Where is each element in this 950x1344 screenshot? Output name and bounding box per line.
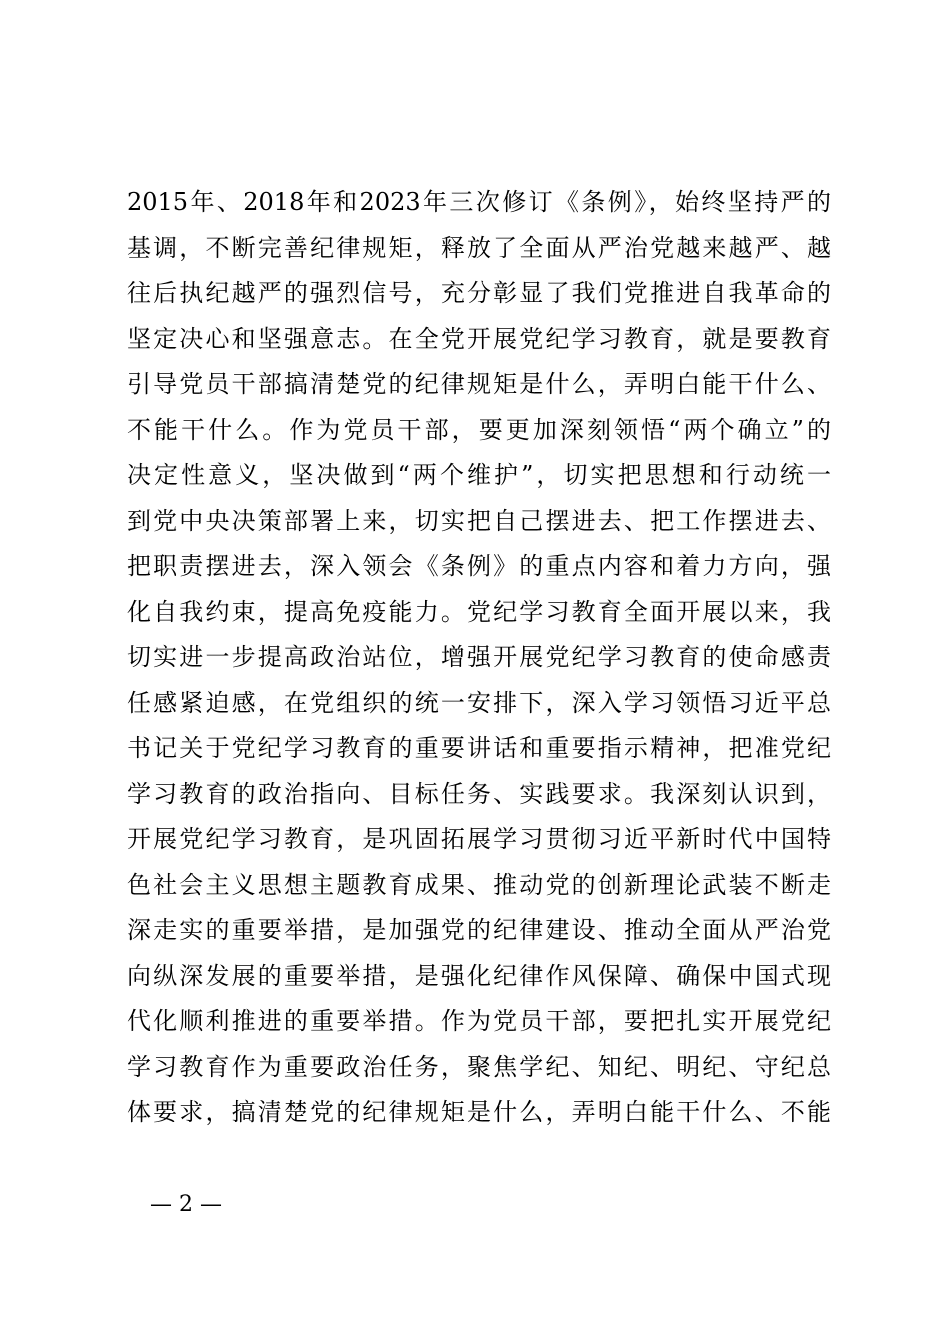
text-line-21: 体要求，搞清楚党的纪律规矩是什么，弄明白能干什么、不能 xyxy=(127,1098,831,1126)
text-line-19: 代化顺利推进的重要举措。作为党员干部，要把扎实开展党纪 xyxy=(127,1007,831,1035)
text-line-14: 学习教育的政治指向、目标任务、实践要求。我深刻认识到， xyxy=(127,779,831,808)
text-line-4: 坚定决心和坚强意志。在全党开展党纪学习教育，就是要教育 xyxy=(127,324,831,353)
text-line-18: 向纵深发展的重要举措，是强化纪律作风保障、确保中国式现 xyxy=(127,961,831,990)
body-text xyxy=(127,180,831,1136)
text-line-17: 深走实的重要举措，是加强党的纪律建设、推动全面从严治党 xyxy=(127,916,831,944)
text-line-20: 学习教育作为重要政治任务，聚焦学纪、知纪、明纪、守纪总 xyxy=(127,1052,831,1081)
text-line-3: 往后执纪越严的强烈信号，充分彰显了我们党推进自我革命的 xyxy=(127,279,831,307)
text-line-7: 决定性意义，坚决做到“两个维护”，切实把思想和行动统一 xyxy=(127,461,831,489)
text-line-12: 任感紧迫感，在党组织的统一安排下，深入学习领悟习近平总 xyxy=(127,688,831,717)
text-line-11: 切实进一步提高政治站位，增强开展党纪学习教育的使命感责 xyxy=(127,643,831,671)
text-line-16: 色社会主义思想主题教育成果、推动党的创新理论武装不断走 xyxy=(127,870,831,899)
text-line-2: 基调，不断完善纪律规矩，释放了全面从严治党越来越严、越 xyxy=(127,233,831,262)
text-line-1: 2015年、2018年和2023年三次修订《条例》，始终坚持严的 xyxy=(127,188,831,216)
text-line-10: 化自我约束，提高免疫能力。党纪学习教育全面开展以来，我 xyxy=(127,597,831,626)
text-line-5: 引导党员干部搞清楚党的纪律规矩是什么，弄明白能干什么、 xyxy=(127,370,831,398)
text-line-9: 把职责摆进去，深入领会《条例》的重点内容和着力方向，强 xyxy=(127,552,831,580)
text-line-8: 到党中央决策部署上来，切实把自己摆进去、把工作摆进去、 xyxy=(127,506,831,535)
page-number: — 2 — xyxy=(150,1192,222,1217)
text-line-15: 开展党纪学习教育，是巩固拓展学习贯彻习近平新时代中国特 xyxy=(127,825,831,853)
text-line-13: 书记关于党纪学习教育的重要讲话和重要指示精神，把准党纪 xyxy=(127,734,831,762)
text-line-6: 不能干什么。作为党员干部，要更加深刻领悟“两个确立”的 xyxy=(127,415,831,444)
